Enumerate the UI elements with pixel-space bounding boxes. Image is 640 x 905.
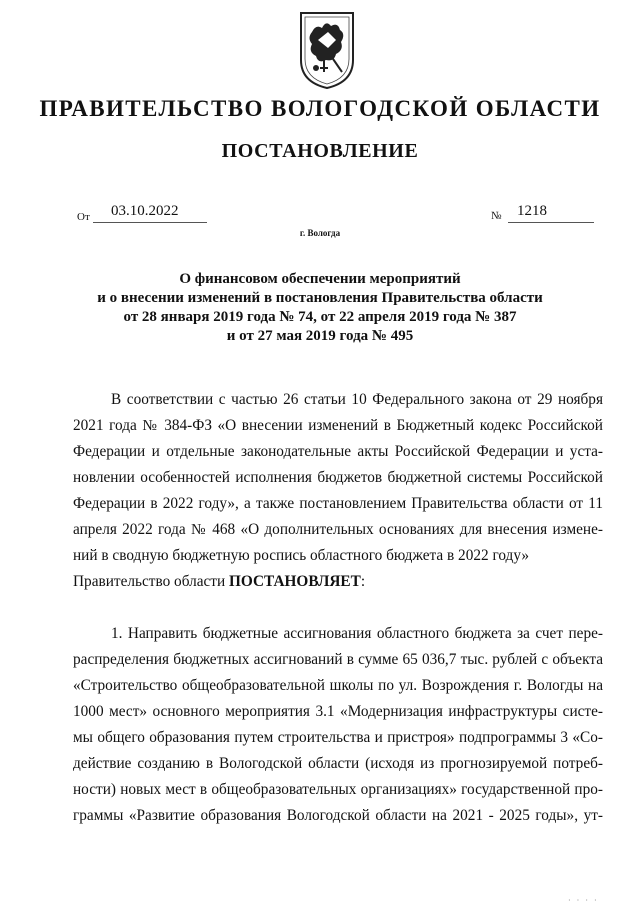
text-line: граммы «Развитие образования Вологодской области на 2021 - 2025 годы», ут- [73, 807, 603, 824]
decree-keyword: ПОСТАНОВЛЯЕТ [229, 573, 361, 590]
date-label: От [77, 211, 90, 223]
text-line: Федерации и отдельные законодательные акты Российской Федерации и уста- [73, 443, 603, 460]
text-line: мы общего образования путем строительства и пристроя» подпрограммы 3 «Со- [73, 729, 603, 746]
preamble-paragraph [73, 387, 603, 595]
title-line: от 28 января 2019 года № 74, от 22 апреля 2019 года № 387 [123, 309, 517, 325]
text-line: Федерации в 2022 году», а также постановлением Правительства области от 11 [73, 495, 603, 512]
text-line: 1000 мест» основного мероприятия 3.1 «Модернизация инфраструктуры систе- [73, 703, 603, 720]
text-line: новлении особенностей исполнения бюджетов бюджетной системы Российской [73, 469, 603, 486]
point-1-paragraph [73, 621, 603, 829]
decree-line [73, 569, 603, 595]
title-line: О финансовом обеспечении мероприятий [179, 271, 461, 287]
title-line: и о внесении изменений в постановления Правительства области [97, 290, 543, 306]
coat-of-arms-icon [298, 10, 356, 90]
text-line: В соответствии с частью 26 статьи 10 Федерального закона от 29 ноября [111, 391, 603, 408]
decree-prefix: Правительство области [73, 573, 230, 590]
text-line: ности) новых мест в общеобразовательных организациях» государственной про- [73, 781, 603, 798]
text-line: 2021 года № 384-ФЗ «О внесении изменений в Бюджетный кодекс Российской [73, 417, 603, 434]
text-line: действие созданию в Вологодской области (исходя из прогнозируемой потреб- [73, 755, 603, 772]
city-name: г. Вологда [299, 228, 341, 238]
title-line: и от 27 мая 2019 года № 495 [226, 328, 414, 344]
document-title [60, 270, 580, 346]
text-line: распределения бюджетных ассигнований в сумме 65 036,7 тыс. рублей с объекта [73, 651, 603, 668]
date-value: 03.10.2022 [111, 203, 179, 219]
number-value: 1218 [517, 203, 547, 219]
decree-suffix: : [360, 573, 366, 590]
text-line: «Строительство общеобразовательной школы по ул. Возрождения г. Вологды на [73, 677, 603, 694]
text-line: ний в сводную бюджетную роспись областного бюджета в 2022 году» [73, 547, 530, 564]
organization-name: ПРАВИТЕЛЬСТВО ВОЛОГОДСКОЙ ОБЛАСТИ [39, 96, 601, 121]
text-line: апреля 2022 года № 468 «О дополнительных основаниях для внесения измене- [73, 521, 603, 538]
text-line: 1. Направить бюджетные ассигнования областного бюджета за счет пере- [111, 625, 603, 642]
scan-artifact: · · · · [568, 896, 599, 905]
document-type: ПОСТАНОВЛЕНИЕ [221, 140, 419, 162]
number-label: № [491, 210, 502, 222]
